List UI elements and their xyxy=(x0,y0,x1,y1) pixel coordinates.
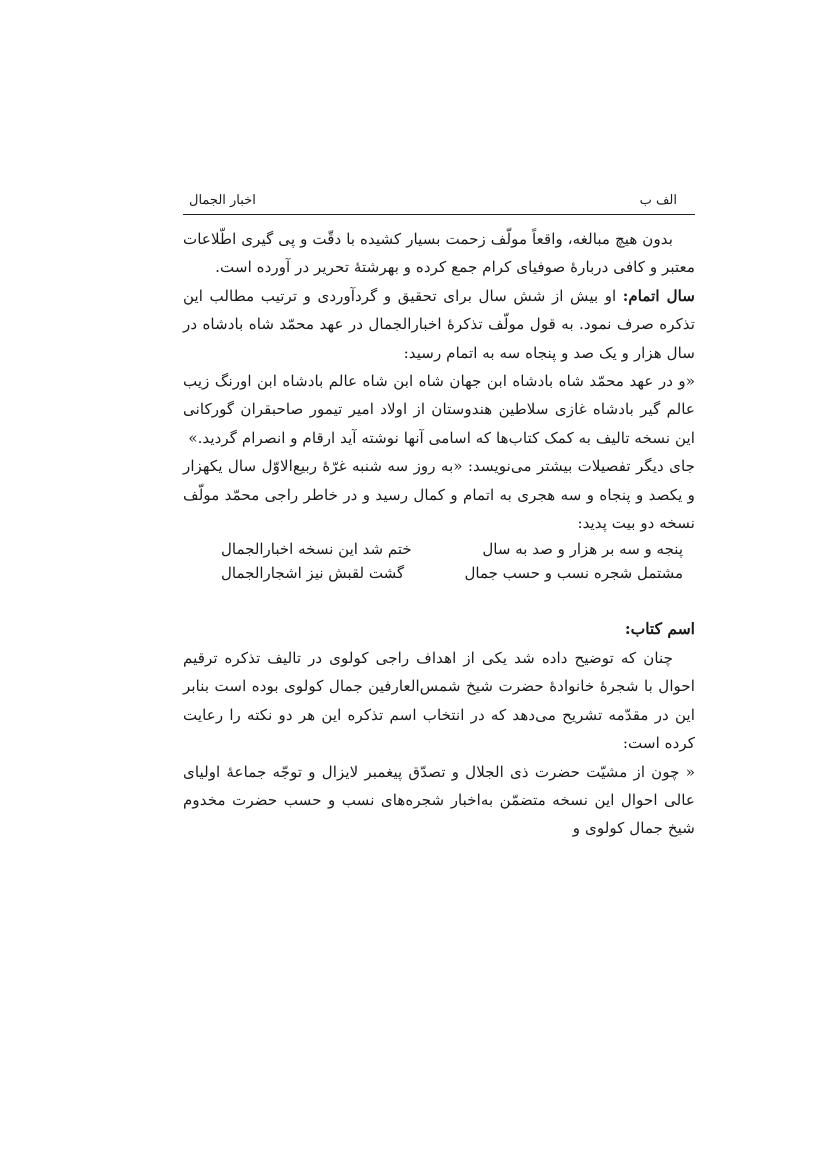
poem xyxy=(221,537,683,585)
poem-hemistich: گشت لقبش نیز اشجارالجمال xyxy=(221,564,405,583)
page-number: الف ب xyxy=(639,193,677,208)
poem-hemistich: ختم شد این نسخه اخبارالجمال xyxy=(221,540,412,559)
running-title: اخبار الجمال xyxy=(189,193,256,208)
poem-line xyxy=(221,537,683,561)
paragraph-details: جای دیگر تفصیلات بیشتر می‌نویسد: «به روز سه شنبه غرّهٔ ربیع‌الاوّل سال یکهزار و یکصد و پنجاه و سه هجری به اتمام و کمال رسید و در خاطر راجی محمّد مولّف نسخه دو بیت پدید: xyxy=(183,457,695,533)
paragraph-book-name: چنان که توضیح داده شد یکی از اهداف راجی کولوی در تالیف تذکره ترقیم احوال با شجرهٔ خانوادهٔ حضرت شیخ شمس‌العارفین جمال کولوی بوده است بنابر این در مقدّمه تشریح می‌دهد که در انتخاب اسم تذکره این هر دو نکته را رعایت کرده است: xyxy=(183,648,695,753)
section-title: اسم کتاب: xyxy=(624,619,695,639)
paragraph-completion-year xyxy=(183,282,695,367)
completion-year-label: سال اتمام: xyxy=(622,286,695,305)
page xyxy=(183,190,695,843)
quote-book-name: « چون از مشیّت حضرت ذی الجلال و تصدّق پیغمبر لایزال و توجّه جماعهٔ اولیای عالی احوال این نسخه متضمّن به‌اخبار شجره‌های نسب و حسب حضرت مخدوم شیخ جمال کولوی و xyxy=(183,762,695,838)
quote-dedication: «و در عهد محمّد شاه بادشاه ابن جهان شاه ابن شاه عالم بادشاه ابن اورنگ زیب عالم گیر بادشاه غازی سلاطین هندوستان از اولاد امیر تیمور صاحبقران گورکانی این نسخه تالیف به کمک کتاب‌ها که اسامی آنها نوشته آید ارقام و انصرام گردید.» xyxy=(183,372,695,447)
header-rule xyxy=(183,214,695,215)
paragraph-intro: بدون هیچ مبالغه، واقعاً مولّف زحمت بسیار کشیده با دقّت و پی گیری اطّلاعات معتبر و کافی دربارهٔ صوفیای کرام جمع کرده و بهرشتهٔ تحریر در آورده است. xyxy=(183,230,695,277)
poem-hemistich: پنجه و سه بر هزار و صد به سال xyxy=(482,540,683,559)
poem-line xyxy=(221,561,683,585)
poem-hemistich: مشتمل شجره نسب و حسب جمال xyxy=(464,564,683,583)
body-text xyxy=(183,225,695,843)
section-gap xyxy=(183,585,695,615)
running-head xyxy=(183,190,695,212)
completion-year-text: او بیش از شش سال برای تحقیق و گردآوردی و ترتیب مطالب این تذکره صرف نمود. به قول مولّف تذکرهٔ اخبارالجمال در عهد محمّد شاه بادشاه در سال هزار و یک صد و پنجاه سه به اتمام رسید: xyxy=(183,286,695,362)
